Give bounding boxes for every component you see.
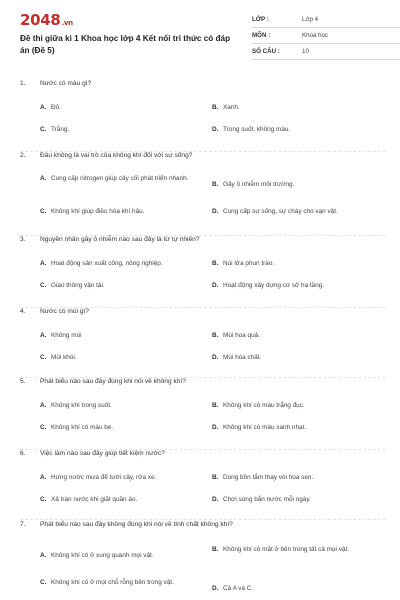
option-text: Không khí có mặt ở bên trong tất cả mọi vật. bbox=[223, 546, 350, 553]
option-text: Hoạt động sản xuất công, nông nghiệp. bbox=[51, 260, 163, 267]
option-text: Không mùi bbox=[51, 332, 82, 339]
option-text: Cung cấp nitrogen giúp cây cối phát triển nhanh. bbox=[51, 175, 189, 182]
option-label: C. bbox=[40, 126, 47, 133]
option-text: Núi lửa phun trào. bbox=[223, 260, 275, 267]
option-label: B. bbox=[212, 260, 219, 267]
page-title: Đề thi giữa kì 1 Khoa học lớp 4 Kết nối tri thức có đáp án (Đề 5) bbox=[20, 34, 231, 55]
question-3 bbox=[20, 236, 386, 308]
question-number: 7. bbox=[20, 521, 26, 528]
meta-value: 10 bbox=[302, 48, 309, 55]
option-d[interactable] bbox=[212, 423, 372, 433]
option-text: Giao thông vận tải. bbox=[51, 282, 105, 289]
question-stem bbox=[20, 308, 89, 315]
option-c[interactable] bbox=[40, 423, 200, 433]
question-number: 4. bbox=[20, 308, 26, 315]
option-text: Mùi hóa chất. bbox=[223, 354, 262, 361]
option-label: C. bbox=[40, 496, 47, 503]
option-label: A. bbox=[40, 474, 47, 481]
question-text: Đâu không là vai trò của không khí đối với sự sống? bbox=[40, 152, 193, 159]
option-c[interactable] bbox=[40, 353, 200, 363]
question-stem bbox=[20, 450, 165, 457]
question-7 bbox=[20, 521, 386, 600]
option-text: Xả tràn nước khi giặt quần áo. bbox=[51, 496, 138, 503]
question-4 bbox=[20, 308, 386, 378]
question-5 bbox=[20, 378, 386, 450]
option-label: B. bbox=[212, 181, 219, 188]
option-label: B. bbox=[212, 104, 219, 111]
option-text: Gây ô nhiễm môi trường. bbox=[223, 181, 295, 188]
option-label: C. bbox=[40, 354, 47, 361]
option-label: A. bbox=[40, 260, 47, 267]
option-d[interactable] bbox=[212, 281, 372, 291]
option-a[interactable] bbox=[40, 259, 200, 269]
option-text: Không khí có màu xanh nhạt. bbox=[223, 424, 307, 431]
option-text: Cả A và C. bbox=[223, 585, 254, 592]
option-text: Chơi súng bắn nước mỗi ngày. bbox=[223, 496, 311, 503]
quiz-meta-panel bbox=[252, 12, 400, 60]
option-text: Cung cấp sự sống, sự cháy cho vạn vật. bbox=[223, 208, 338, 215]
question-text: Phát biểu nào sau đây không đúng khi nói về tính chất không khí? bbox=[40, 521, 233, 528]
option-b[interactable] bbox=[212, 331, 372, 341]
option-text: Trắng. bbox=[51, 126, 70, 133]
option-text: Mùi khói. bbox=[51, 354, 77, 361]
question-stem bbox=[20, 236, 200, 243]
option-label: D. bbox=[212, 126, 219, 133]
option-c[interactable] bbox=[40, 578, 190, 588]
option-label: A. bbox=[40, 552, 47, 559]
option-text: Không khí có ở xung quanh mọi vật. bbox=[51, 552, 154, 559]
option-label: A. bbox=[40, 332, 47, 339]
option-c[interactable] bbox=[40, 125, 200, 135]
option-text: Không khí có màu be. bbox=[51, 424, 114, 431]
option-d[interactable] bbox=[212, 125, 372, 135]
option-a[interactable] bbox=[40, 103, 200, 113]
question-stem bbox=[20, 152, 192, 159]
option-b[interactable] bbox=[212, 180, 372, 190]
question-1 bbox=[20, 80, 386, 152]
option-a[interactable] bbox=[40, 401, 200, 411]
option-label: C. bbox=[40, 579, 47, 586]
option-text: Mùi hoa quả. bbox=[223, 332, 260, 339]
option-b[interactable] bbox=[212, 401, 372, 411]
option-label: D. bbox=[212, 496, 219, 503]
page-header bbox=[20, 0, 386, 68]
meta-row-count bbox=[252, 44, 400, 60]
option-b[interactable] bbox=[212, 103, 372, 113]
question-text: Nguyên nhân gây ô nhiễm nào sau đây là từ tự nhiên? bbox=[40, 236, 200, 243]
option-text: Hứng nước mưa để tưới cây, rửa xe. bbox=[51, 474, 157, 481]
meta-row-subject bbox=[252, 28, 400, 44]
option-text: Trong suốt, không màu. bbox=[223, 126, 291, 133]
option-label: B. bbox=[212, 332, 219, 339]
question-6 bbox=[20, 450, 386, 520]
meta-key: SỐ CÂU : bbox=[252, 48, 280, 55]
option-text: Không khí có ở mọi chỗ rỗng bên trong vật. bbox=[51, 579, 174, 586]
logo-text: 2048 bbox=[20, 11, 61, 29]
option-b[interactable] bbox=[212, 259, 372, 269]
option-a[interactable] bbox=[40, 174, 190, 184]
meta-value: Khoa học bbox=[302, 32, 329, 39]
question-stem bbox=[20, 521, 233, 528]
option-text: Không khí trong suốt. bbox=[51, 402, 112, 409]
option-label: D. bbox=[212, 208, 219, 215]
option-b[interactable] bbox=[212, 545, 377, 555]
option-d[interactable] bbox=[212, 584, 372, 594]
question-number: 6. bbox=[20, 450, 26, 457]
question-stem bbox=[20, 80, 91, 87]
option-a[interactable] bbox=[40, 331, 200, 341]
option-label: A. bbox=[40, 104, 47, 111]
meta-value: Lớp 4 bbox=[302, 16, 319, 23]
option-label: B. bbox=[212, 474, 219, 481]
option-label: C. bbox=[40, 424, 47, 431]
site-logo[interactable] bbox=[20, 11, 73, 29]
logo-suffix: .vn bbox=[61, 19, 73, 27]
option-b[interactable] bbox=[212, 473, 372, 483]
question-number: 3. bbox=[20, 236, 26, 243]
option-label: C. bbox=[40, 282, 47, 289]
option-a[interactable] bbox=[40, 473, 200, 483]
question-text: Phát biểu nào sau đây đúng khi nói về không khí? bbox=[40, 378, 186, 385]
option-label: A. bbox=[40, 175, 47, 182]
meta-key: MÔN : bbox=[252, 32, 271, 39]
question-number: 5. bbox=[20, 378, 26, 385]
option-c[interactable] bbox=[40, 281, 200, 291]
option-label: B. bbox=[212, 402, 219, 409]
option-label: D. bbox=[212, 354, 219, 361]
option-label: B. bbox=[212, 546, 219, 553]
meta-row-grade bbox=[252, 12, 400, 28]
option-text: Xanh. bbox=[223, 104, 240, 111]
question-text: Nước có mùi gì? bbox=[40, 308, 90, 315]
option-text: Không khí giúp điều hòa khí hậu. bbox=[51, 208, 145, 215]
option-d[interactable] bbox=[212, 495, 372, 505]
question-stem bbox=[20, 378, 186, 385]
option-c[interactable] bbox=[40, 207, 200, 217]
option-text: Không khí có màu trắng đục. bbox=[223, 402, 305, 409]
question-number: 2. bbox=[20, 152, 26, 159]
option-label: D. bbox=[212, 585, 219, 592]
question-2 bbox=[20, 152, 386, 236]
option-label: A. bbox=[40, 402, 47, 409]
option-c[interactable] bbox=[40, 495, 200, 505]
option-text: Hoạt động xây dựng cơ sở hạ tầng. bbox=[223, 282, 325, 289]
option-label: D. bbox=[212, 424, 219, 431]
option-label: D. bbox=[212, 282, 219, 289]
option-a[interactable] bbox=[40, 551, 200, 561]
question-text: Việc làm nào sau đây giúp tiết kiệm nước? bbox=[40, 450, 165, 457]
question-text: Nước có màu gì? bbox=[40, 80, 92, 87]
option-text: Dùng bồn tắm thay vòi hoa sen. bbox=[223, 474, 314, 481]
meta-key: LỚP : bbox=[252, 16, 269, 23]
option-text: Đỏ. bbox=[51, 104, 61, 111]
option-d[interactable] bbox=[212, 353, 372, 363]
option-label: C. bbox=[40, 208, 47, 215]
option-d[interactable] bbox=[212, 207, 387, 217]
question-number: 1. bbox=[20, 80, 26, 87]
